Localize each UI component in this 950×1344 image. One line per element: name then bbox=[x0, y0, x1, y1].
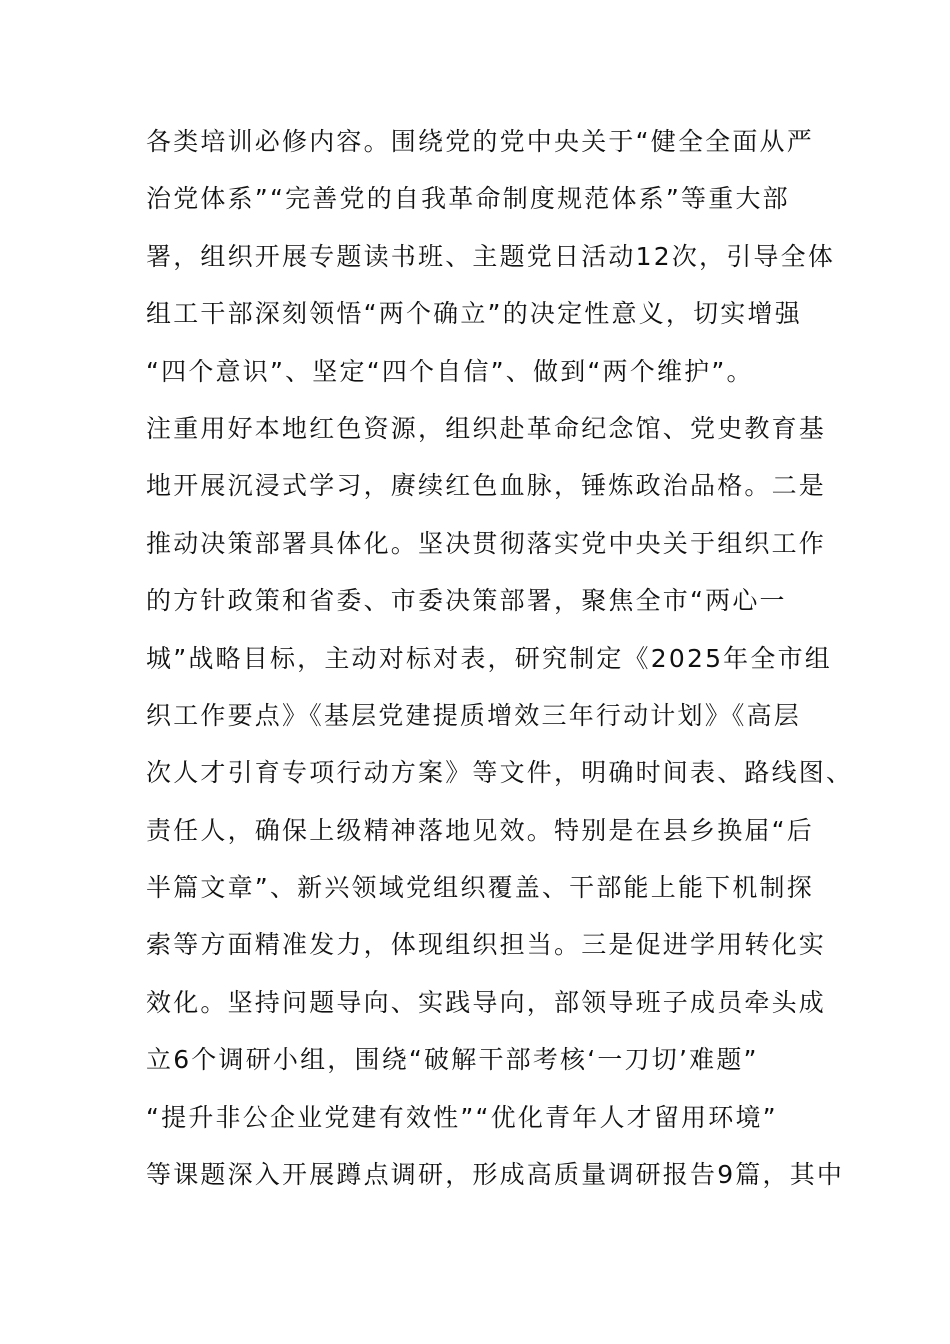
text-line: 织工作要点》《基层党建提质增效三年行动计划》《高层 bbox=[146, 700, 802, 730]
text-line: 推动决策部署具体化。坚决贯彻落实党中央关于组织工作 bbox=[146, 528, 827, 558]
text-line: 组工干部深刻领悟“两个确立”的决定性意义，切实增强 bbox=[146, 299, 802, 329]
text-line: 责任人，确保上级精神落地见效。特别是在县乡换届“后 bbox=[146, 815, 814, 845]
text-line: 半篇文章”、新兴领域党组织覆盖、干部能上能下机制探 bbox=[146, 873, 814, 903]
text-line: 效化。坚持问题导向、实践导向，部领导班子成员牵头成 bbox=[146, 987, 827, 1017]
text-line: 地开展沉浸式学习，赓续红色血脉，锤炼政治品格。二是 bbox=[146, 471, 827, 501]
text-line: 署，组织开展专题读书班、主题党日活动12次，引导全体 bbox=[146, 241, 836, 271]
text-line: 立6个调研小组，围绕“破解干部考核‘一刀切’难题” bbox=[146, 1045, 759, 1075]
text-line: “提升非公企业党建有效性”“优化青年人才留用环境” bbox=[146, 1102, 778, 1132]
text-line: 索等方面精准发力，体现组织担当。三是促进学用转化实 bbox=[146, 930, 827, 960]
body-text bbox=[146, 122, 854, 1212]
text-line: 注重用好本地红色资源，组织赴革命纪念馆、党史教育基 bbox=[146, 413, 827, 443]
text-line: “四个意识”、坚定“四个自信”、做到“两个维护”。 bbox=[146, 356, 754, 386]
text-line: 城”战略目标，主动对标对表，研究制定《2025年全市组 bbox=[146, 643, 832, 673]
text-line: 等课题深入开展蹲点调研，形成高质量调研报告9篇，其中 bbox=[146, 1160, 845, 1190]
text-line: 各类培训必修内容。围绕党的党中央关于“健全全面从严 bbox=[146, 127, 814, 156]
text-line: 治党体系”“完善党的自我革命制度规范体系”等重大部 bbox=[146, 184, 790, 214]
text-line: 次人才引育专项行动方案》等文件，明确时间表、路线图、 bbox=[146, 758, 854, 788]
text-line: 的方针政策和省委、市委决策部署，聚焦全市“两心一 bbox=[146, 586, 787, 616]
